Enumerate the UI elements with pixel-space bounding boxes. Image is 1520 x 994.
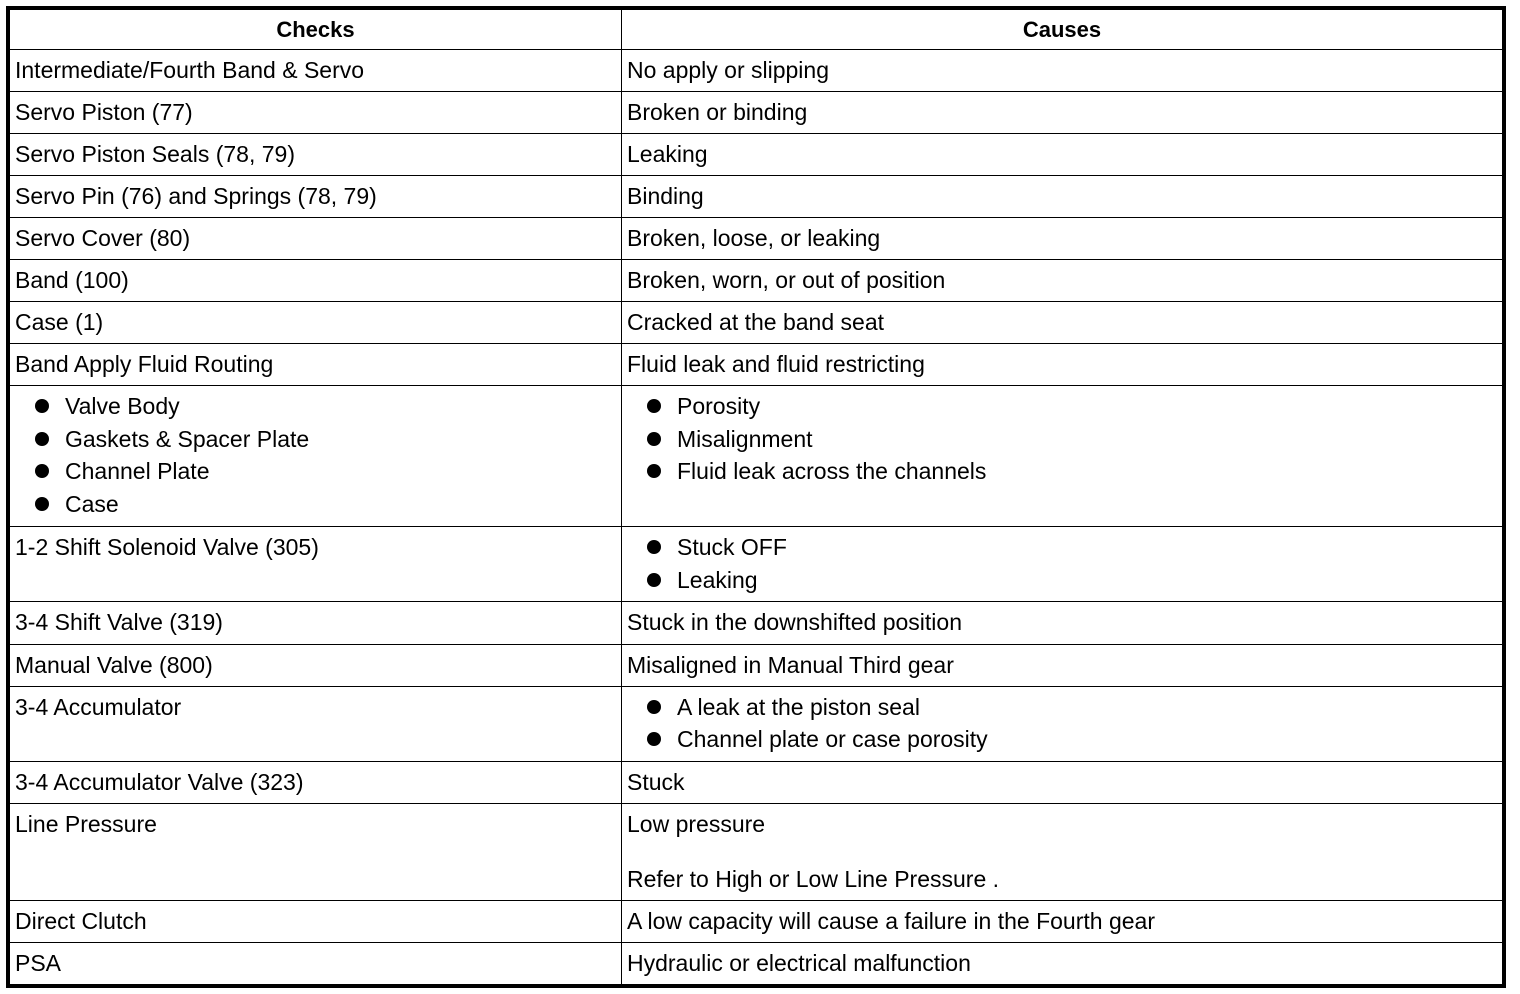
check-cell: [10, 386, 622, 527]
cause-bullet-list: [627, 390, 1497, 488]
check-bullet-list: [15, 390, 616, 520]
cause-cell: Hydraulic or electrical malfunction: [622, 942, 1503, 984]
header-causes: Causes: [622, 10, 1503, 50]
list-item-label: Channel plate or case porosity: [677, 726, 988, 753]
table-row: [10, 218, 1503, 260]
list-item: [627, 455, 1497, 488]
cause-cell: Broken, loose, or leaking: [622, 218, 1503, 260]
list-item: [15, 488, 616, 521]
list-item: [15, 423, 616, 456]
list-item: [627, 723, 1497, 756]
cause-cell: Broken or binding: [622, 92, 1503, 134]
list-item-label: Gaskets & Spacer Plate: [65, 425, 310, 452]
cause-text: Low pressure: [627, 810, 766, 837]
diagnostic-table-frame: [6, 6, 1506, 988]
list-item-label: Stuck OFF: [677, 534, 787, 561]
table-row: [10, 761, 1503, 803]
table-header-row: [10, 10, 1503, 50]
table-row: [10, 386, 1503, 527]
check-cell: Servo Piston Seals (78, 79): [10, 134, 622, 176]
bullet-icon: [35, 432, 49, 446]
check-cell: 1-2 Shift Solenoid Valve (305): [10, 527, 622, 602]
cause-note: Refer to High or Low Line Pressure .: [627, 865, 1000, 892]
cause-cell: [622, 527, 1503, 602]
bullet-icon: [647, 432, 661, 446]
check-cell: 3-4 Accumulator: [10, 686, 622, 761]
cause-cell: Cracked at the band seat: [622, 302, 1503, 344]
cause-cell: A low capacity will cause a failure in the Fourth gear: [622, 900, 1503, 942]
list-item: [627, 564, 1497, 597]
list-item-label: Case: [65, 491, 119, 518]
cause-cell: Stuck in the downshifted position: [622, 602, 1503, 644]
check-cell: Intermediate/Fourth Band & Servo: [10, 50, 622, 92]
cause-cell: Misaligned in Manual Third gear: [622, 644, 1503, 686]
bullet-icon: [647, 399, 661, 413]
header-checks: Checks: [10, 10, 622, 50]
table-row: [10, 803, 1503, 900]
cause-cell: Binding: [622, 176, 1503, 218]
list-item-label: Leaking: [677, 567, 758, 594]
list-item: [627, 691, 1497, 724]
list-item-label: Valve Body: [65, 393, 180, 420]
bullet-icon: [647, 700, 661, 714]
bullet-icon: [35, 497, 49, 511]
table-row: [10, 900, 1503, 942]
check-cell: Direct Clutch: [10, 900, 622, 942]
table-row: [10, 344, 1503, 386]
check-cell: Band Apply Fluid Routing: [10, 344, 622, 386]
check-cell: Servo Cover (80): [10, 218, 622, 260]
table-row: [10, 50, 1503, 92]
cause-cell: No apply or slipping: [622, 50, 1503, 92]
list-item-label: Misalignment: [677, 425, 813, 452]
table-row: [10, 644, 1503, 686]
table-row: [10, 686, 1503, 761]
list-item: [15, 455, 616, 488]
list-item: [627, 531, 1497, 564]
check-cell: Case (1): [10, 302, 622, 344]
cause-cell: Leaking: [622, 134, 1503, 176]
table-row: [10, 134, 1503, 176]
cause-cell: [622, 686, 1503, 761]
check-cell: Servo Pin (76) and Springs (78, 79): [10, 176, 622, 218]
table-row: [10, 942, 1503, 984]
diagnostic-table: [9, 9, 1503, 985]
cause-cell: [622, 803, 1503, 900]
list-item-label: Fluid leak across the channels: [677, 458, 987, 485]
check-cell: Servo Piston (77): [10, 92, 622, 134]
cause-bullet-list: [627, 531, 1497, 596]
cause-cell: [622, 386, 1503, 527]
bullet-icon: [647, 464, 661, 478]
list-item-label: Porosity: [677, 393, 761, 420]
bullet-icon: [35, 464, 49, 478]
list-item-label: A leak at the piston seal: [677, 693, 920, 720]
bullet-icon: [35, 399, 49, 413]
bullet-icon: [647, 540, 661, 554]
table-row: [10, 260, 1503, 302]
table-row: [10, 302, 1503, 344]
bullet-icon: [647, 732, 661, 746]
check-cell: Band (100): [10, 260, 622, 302]
list-item: [627, 423, 1497, 456]
check-cell: 3-4 Shift Valve (319): [10, 602, 622, 644]
bullet-icon: [647, 573, 661, 587]
list-item-label: Channel Plate: [65, 458, 210, 485]
table-row: [10, 527, 1503, 602]
check-cell: Line Pressure: [10, 803, 622, 900]
check-cell: PSA: [10, 942, 622, 984]
cause-bullet-list: [627, 691, 1497, 756]
list-item: [627, 390, 1497, 423]
cause-cell: Stuck: [622, 761, 1503, 803]
table-row: [10, 176, 1503, 218]
check-cell: Manual Valve (800): [10, 644, 622, 686]
table-row: [10, 602, 1503, 644]
table-row: [10, 92, 1503, 134]
cause-cell: Broken, worn, or out of position: [622, 260, 1503, 302]
check-cell: 3-4 Accumulator Valve (323): [10, 761, 622, 803]
list-item: [15, 390, 616, 423]
cause-cell: Fluid leak and fluid restricting: [622, 344, 1503, 386]
